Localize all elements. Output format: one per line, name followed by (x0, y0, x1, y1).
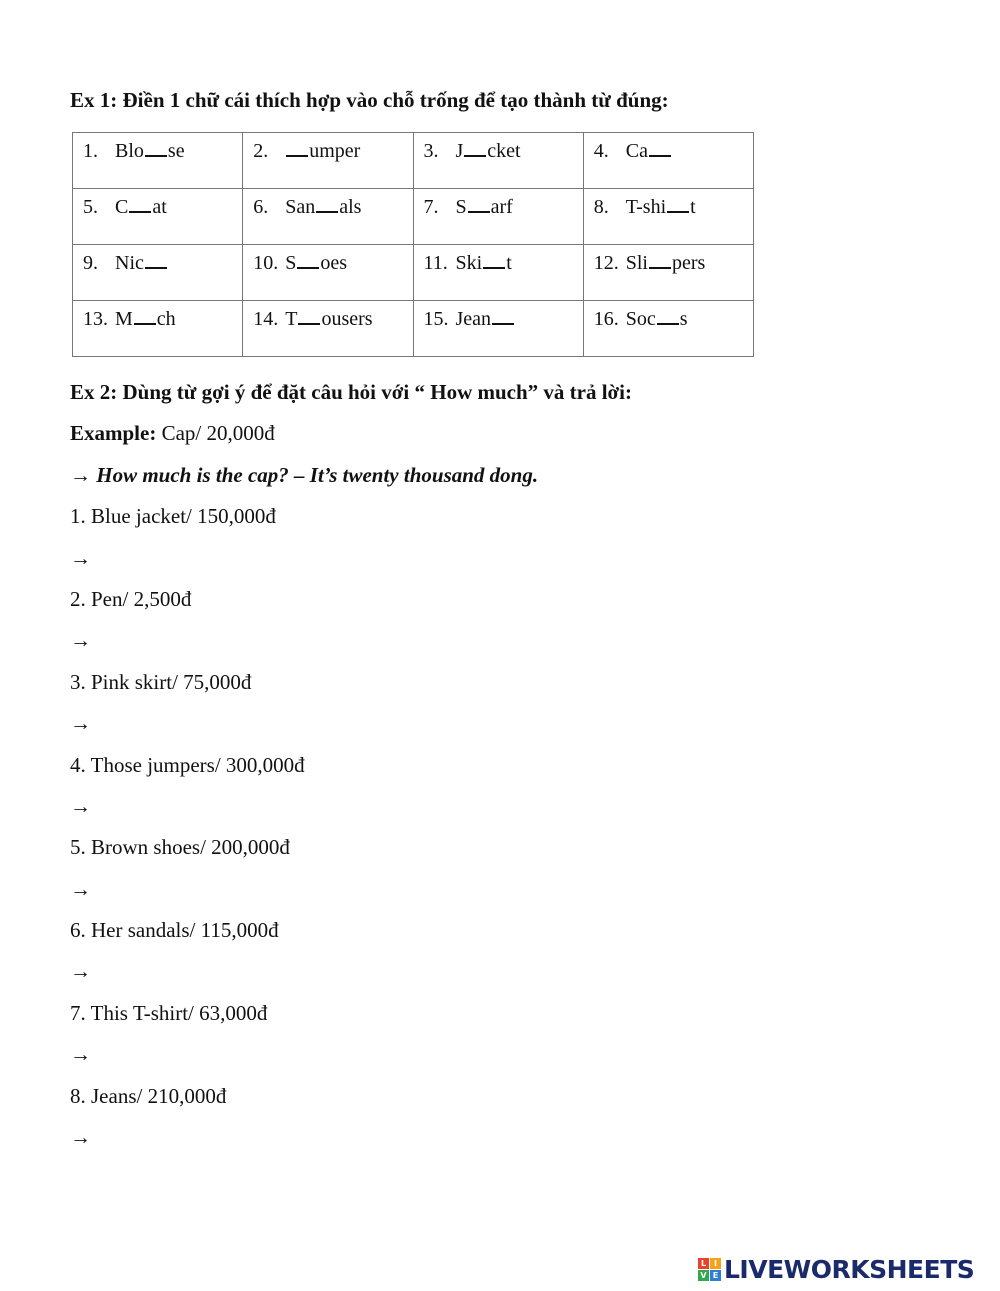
exercise-2-title: Ex 2: Dùng từ gợi ý để đặt câu hỏi với “ How much” và trả lời: (70, 380, 633, 404)
word-cell (73, 245, 243, 301)
blank-input[interactable] (649, 137, 671, 157)
word-start: J (455, 140, 464, 162)
table-row (73, 245, 754, 301)
item-number: 5. (83, 196, 98, 218)
liveworksheets-logo (698, 1254, 974, 1284)
example-line (70, 406, 950, 447)
word-cell (413, 301, 583, 357)
word-start: Ca (625, 140, 648, 162)
word-end: cket (487, 140, 521, 162)
prompt-line: 8. Jeans/ 210,000đ (70, 1083, 227, 1108)
word-end: t (690, 196, 696, 218)
answer-line[interactable]: → (70, 876, 91, 901)
logo-mark-icon (698, 1258, 721, 1281)
word-cell (73, 189, 243, 245)
word-start: Sli (625, 252, 648, 274)
word-start: Blo (115, 140, 144, 162)
word-end: oes (320, 252, 348, 274)
answer-line[interactable]: → (70, 545, 91, 570)
blank-input[interactable] (134, 305, 156, 325)
blank-input[interactable] (464, 137, 486, 157)
blank-input[interactable] (468, 193, 490, 213)
word-end: ch (156, 308, 176, 330)
word-end: t (506, 252, 512, 274)
word-cell (243, 189, 413, 245)
word-start: Nic (115, 252, 144, 274)
item-number: 6. (253, 196, 269, 218)
prompt-line: 1. Blue jacket/ 150,000đ (70, 504, 276, 529)
table-row (73, 133, 754, 189)
answer-line[interactable]: → (70, 628, 91, 653)
word-cell (413, 189, 583, 245)
word-cell (583, 245, 753, 301)
word-start: Ski (455, 252, 483, 274)
answer-line[interactable]: → (70, 1125, 91, 1150)
prompt-line: 2. Pen/ 2,500đ (70, 586, 192, 611)
example-answer: → How much is the cap? – It’s twenty thousand dong. (70, 462, 539, 487)
blank-input[interactable] (297, 249, 319, 269)
word-start: C (115, 196, 129, 218)
word-end: als (339, 196, 362, 218)
item-number: 16. (593, 308, 619, 330)
prompt-line: 4. Those jumpers/ 300,000đ (70, 752, 305, 777)
blank-input[interactable] (649, 249, 671, 269)
word-start: S (455, 196, 467, 218)
word-cell (243, 133, 413, 189)
word-start: T-shi (625, 196, 667, 218)
item-number: 8. (593, 196, 609, 218)
word-start: S (285, 252, 297, 274)
word-cell (413, 133, 583, 189)
word-start: Soc (625, 308, 656, 330)
logo-mark-letter: V (698, 1270, 709, 1281)
word-cell (583, 189, 753, 245)
item-number: 1. (83, 140, 98, 162)
blank-input[interactable] (316, 193, 338, 213)
exercise-2 (70, 378, 950, 1151)
blank-input[interactable] (667, 193, 689, 213)
exercise-1-title: Ex 1: Điền 1 chữ cái thích hợp vào chỗ trống để tạo thành từ đúng: (70, 88, 669, 112)
word-start: T (285, 308, 298, 330)
prompt-line: 5. Brown shoes/ 200,000đ (70, 835, 290, 860)
blank-input[interactable] (286, 137, 308, 157)
table-row (73, 301, 754, 357)
word-end: at (152, 196, 167, 218)
word-cell (73, 133, 243, 189)
word-end: pers (672, 252, 706, 274)
blank-input[interactable] (145, 249, 167, 269)
word-start: Jean (455, 308, 492, 330)
prompt-line: 7. This T-shirt/ 63,000đ (70, 1000, 268, 1025)
word-start: San (285, 196, 316, 218)
blank-input[interactable] (492, 305, 514, 325)
item-number: 4. (593, 140, 609, 162)
prompt-line: 3. Pink skirt/ 75,000đ (70, 669, 252, 694)
logo-text: LIVEWORKSHEETS (724, 1254, 975, 1284)
word-cell (243, 245, 413, 301)
item-number: 2. (253, 140, 269, 162)
word-cell (583, 133, 753, 189)
answer-line[interactable]: → (70, 959, 91, 984)
blank-input[interactable] (129, 193, 151, 213)
logo-mark-letter: L (698, 1258, 709, 1269)
item-number: 9. (83, 252, 98, 274)
word-start: M (115, 308, 133, 330)
example-label: Example: (70, 421, 157, 446)
logo-mark-letter: I (710, 1258, 721, 1269)
item-number: 7. (423, 196, 439, 218)
word-cell (413, 245, 583, 301)
item-number: 12. (593, 252, 619, 274)
answer-line[interactable]: → (70, 711, 91, 736)
prompt-line: 6. Her sandals/ 115,000đ (70, 918, 279, 943)
word-end: umper (309, 140, 361, 162)
word-cell (73, 301, 243, 357)
item-number: 14. (253, 308, 279, 330)
word-end: ousers (321, 308, 373, 330)
word-end: arf (490, 196, 513, 218)
item-number: 10. (253, 252, 279, 274)
blank-input[interactable] (657, 305, 679, 325)
blank-input[interactable] (145, 137, 167, 157)
item-number: 11. (423, 252, 448, 274)
item-number: 13. (83, 308, 108, 330)
example-prompt: Cap/ 20,000đ (156, 421, 275, 446)
word-end: se (167, 140, 185, 162)
answer-line[interactable]: → (70, 793, 91, 818)
fill-in-letters-table (72, 132, 754, 357)
blank-input[interactable] (298, 305, 320, 325)
word-end: s (679, 308, 688, 330)
item-number: 15. (423, 308, 449, 330)
item-number: 3. (423, 140, 439, 162)
logo-mark-letter: E (710, 1270, 721, 1281)
word-cell (583, 301, 753, 357)
blank-input[interactable] (483, 249, 505, 269)
word-cell (243, 301, 413, 357)
answer-line[interactable]: → (70, 1042, 91, 1067)
table-row (73, 189, 754, 245)
